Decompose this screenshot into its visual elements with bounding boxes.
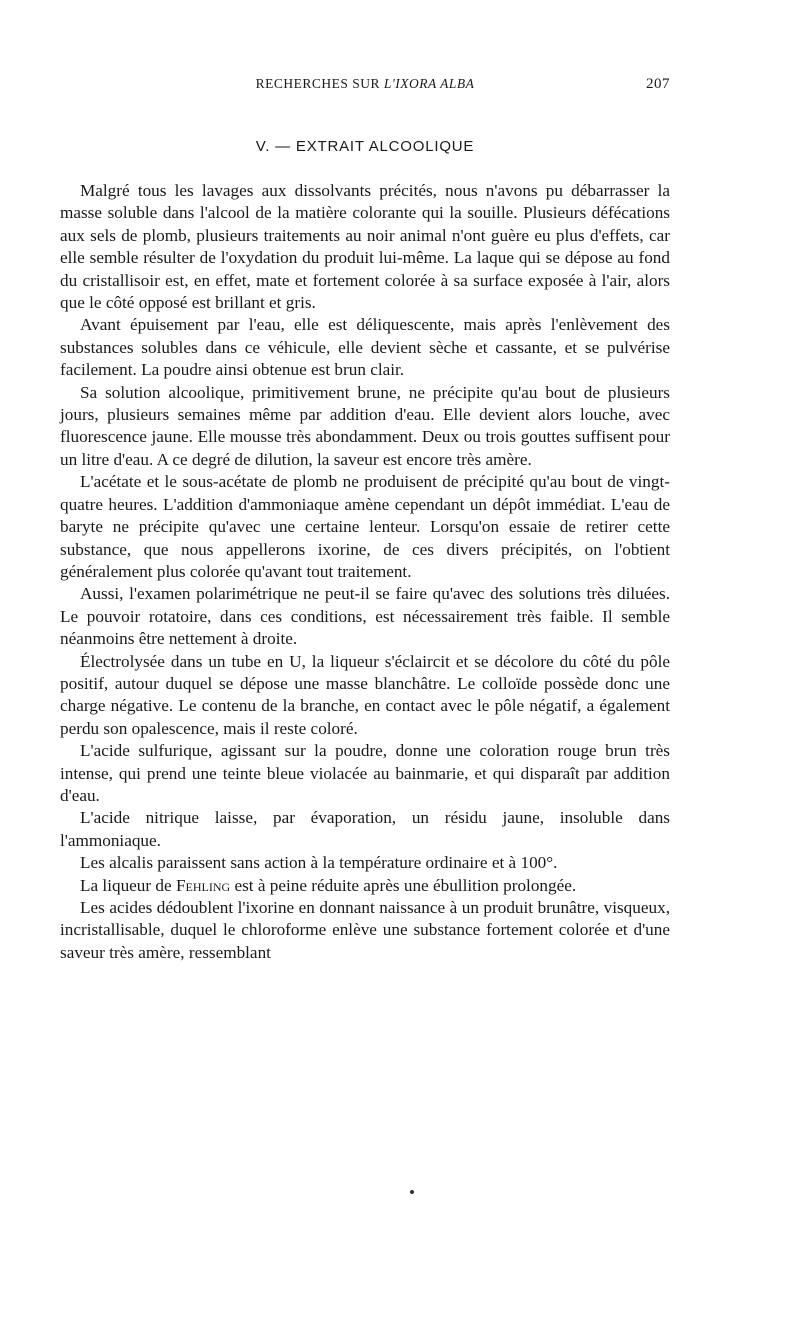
paragraph-3: Sa solution alcoolique, primitivement brune, ne précipite qu'au bout de plusieurs jours, plusieurs semaines même par addition d'eau. Elle devient alors louche, avec fluorescence jaune. Elle mousse très abondamment. Deux ou trois gouttes suffisent pour un litre d'eau. A ce degré de dilution, la saveur est encore très amère. xyxy=(60,382,670,469)
book-page xyxy=(60,0,670,1317)
section-title: V. — EXTRAIT ALCOOLIQUE xyxy=(255,138,475,155)
paragraph-6: Électrolysée dans un tube en U, la liqueur s'éclaircit et se décolore du côté du pôle positif, autour duquel se dépose une masse blanchâtre. Le colloïde possède donc une charge négative. Le contenu de la branche, en contact avec le pôle négatif, a également perdu son opalescence, mais il reste coloré. xyxy=(60,651,670,738)
fehling-after: est à peine réduite après une ébullition prolongée. xyxy=(230,875,577,895)
body-text xyxy=(60,180,670,964)
running-title-italic: L'IXORA ALBA xyxy=(383,76,475,91)
paragraph-fehling xyxy=(60,875,670,897)
paragraph-2: Avant épuisement par l'eau, elle est déliquescente, mais après l'enlèvement des substances solubles dans ce véhicule, elle devient sèche et cassante, et se pulvérise facilement. La poudre ainsi obtenue est brun clair. xyxy=(60,315,670,380)
running-head xyxy=(60,76,670,96)
page-number: 207 xyxy=(646,76,670,92)
fehling-before: La liqueur de xyxy=(80,875,176,895)
paragraph-8: L'acide nitrique laisse, par évaporation, un résidu jaune, insoluble dans l'ammoniaque. xyxy=(60,808,670,850)
paragraph-9: Les alcalis paraissent sans action à la température ordinaire et à 100°. xyxy=(80,853,558,873)
paragraph-last: Les acides dédoublent l'ixorine en donnant naissance à un produit brunâtre, visqueux, incristallisable, duquel le chloroforme enlève une substance fortement colorée et d'une saveur très amère, ressemblant xyxy=(60,898,670,962)
running-title-prefix: RECHERCHES SUR xyxy=(255,76,384,91)
paragraph-1: Malgré tous les lavages aux dissolvants précités, nous n'avons pu débarrasser la masse soluble dans l'alcool de la matière colorante qui la souille. Plusieurs défécations aux sels de plomb, plusieurs traitements au noir animal n'ont guère eu plus d'effets, car elle semble résulter de l'oxydation du produit lui-même. La laque qui se dépose au fond du cristallisoir est, en effet, mate et fortement colorée à sa surface exposée à l'air, alors que le côté opposé est brillant et gris. xyxy=(60,181,670,313)
paragraph-7: L'acide sulfurique, agissant sur la poudre, donne une coloration rouge brun très intense, qui prend une teinte bleue violacée au bainmarie, et qui disparaît par addition d'eau. xyxy=(60,741,670,805)
printer-dot xyxy=(410,1190,414,1194)
paragraph-4: L'acétate et le sous-acétate de plomb ne produisent de précipité qu'au bout de vingt-quatre heures. L'addition d'ammoniaque amène cependant un dépôt immédiat. L'eau de baryte ne précipite qu'avec une certaine lenteur. Lorsqu'on essaie de retirer cette substance, que nous appellerons ixorine, de ces divers précipités, on l'obtient généralement plus colorée qu'avant tout traitement. xyxy=(60,472,670,581)
fehling-name: Fehling xyxy=(175,875,231,895)
paragraph-5: Aussi, l'examen polarimétrique ne peut-il se faire qu'avec des solutions très diluées. Le pouvoir rotatoire, dans ces conditions, est nécessairement très faible. Il semble néanmoins être nettement à droite. xyxy=(60,584,670,649)
running-title xyxy=(60,76,670,92)
